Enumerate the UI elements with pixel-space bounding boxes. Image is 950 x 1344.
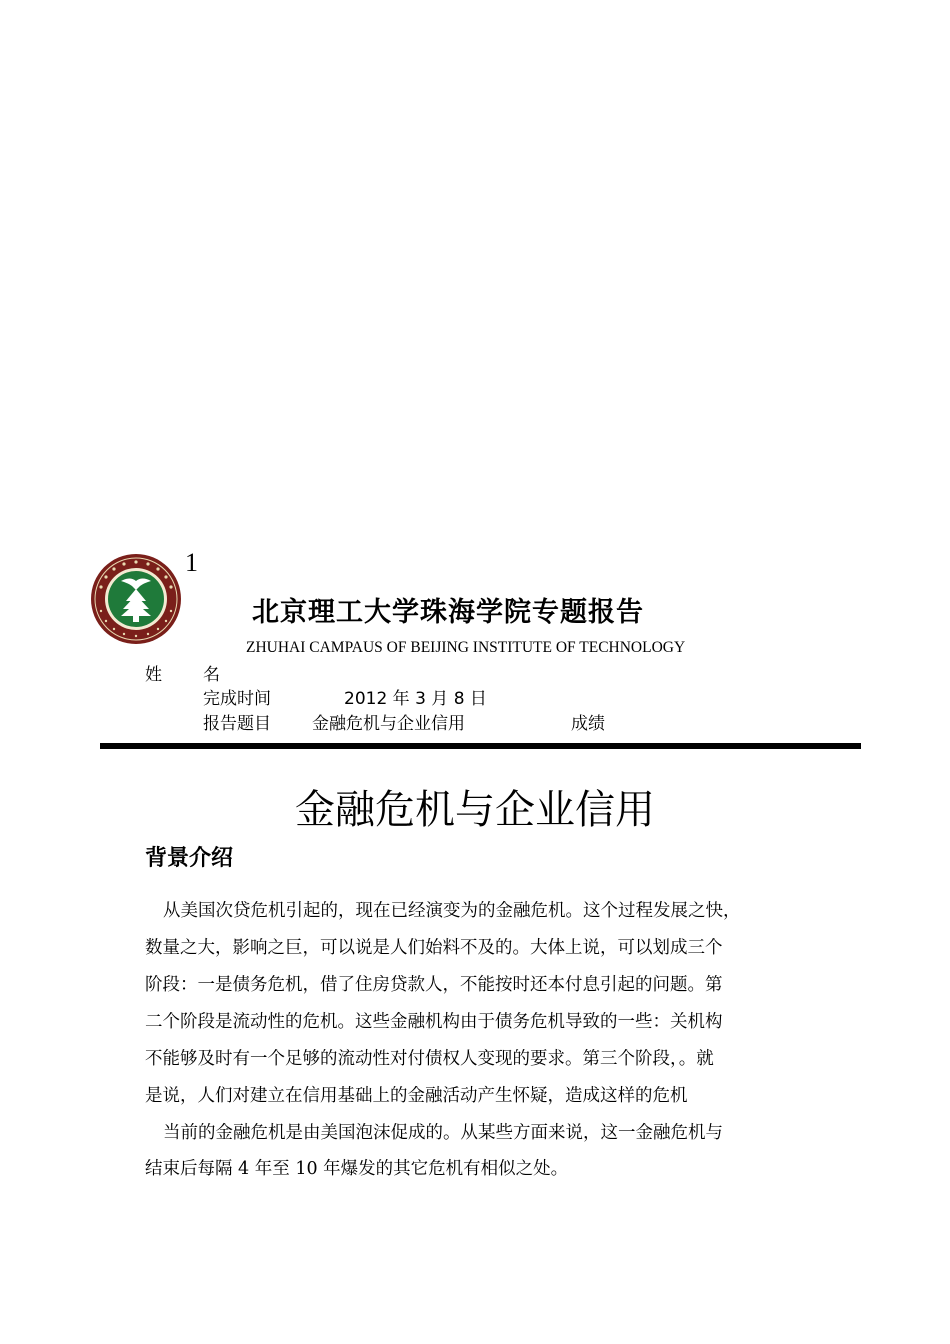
completion-date-value: 2012 年 3 月 8 日 — [344, 689, 487, 709]
school-title: 北京理工大学珠海学院专题报告 — [252, 597, 644, 628]
paragraph-line: 是说，人们对建立在信用基础上的金融活动产生怀疑，造成这样的危机 — [145, 1086, 688, 1106]
paragraph-line: 二个阶段是流动性的危机。这些金融机构由于债务危机导致的一些：关机构 — [145, 1012, 723, 1032]
name-label-second-char: 名 — [203, 665, 220, 685]
paragraph-line: 从美国次贷危机引起的，现在已经演变为的金融危机。这个过程发展之快， — [163, 901, 741, 921]
paragraph-line: 当前的金融危机是由美国泡沫促成的。从某些方面来说，这一金融危机与 — [163, 1123, 723, 1143]
paragraph-line: 阶段：一是债务危机，借了住房贷款人，不能按时还本付息引起的问题。第 — [145, 975, 723, 995]
university-seal-icon — [88, 553, 184, 645]
score-label: 成绩 — [571, 714, 605, 734]
name-label-first-char: 姓 — [145, 665, 162, 685]
paragraph-line: 不能够及时有一个足够的流动性对付债权人变现的要求。第三个阶段，。就 — [145, 1049, 714, 1069]
completion-date-label: 完成时间 — [203, 689, 271, 709]
section-heading: 背景介绍 — [145, 846, 234, 871]
paragraph-line: 数量之大，影响之巨，可以说是人们始料不及的。大体上说，可以划成三个 — [145, 938, 723, 958]
report-topic-label: 报告题目 — [203, 714, 271, 734]
document-title: 金融危机与企业信用 — [295, 787, 655, 833]
header-divider — [100, 743, 861, 749]
report-topic-value: 金融危机与企业信用 — [312, 714, 465, 734]
paragraph-line: 结束后每隔 4 年至 10 年爆发的其它危机有相似之处。 — [145, 1159, 569, 1179]
school-title-english: ZHUHAI CAMPAUS OF BEIJING INSTITUTE OF TECHNOLOGY — [246, 639, 686, 656]
page-number: 1 — [185, 548, 198, 577]
